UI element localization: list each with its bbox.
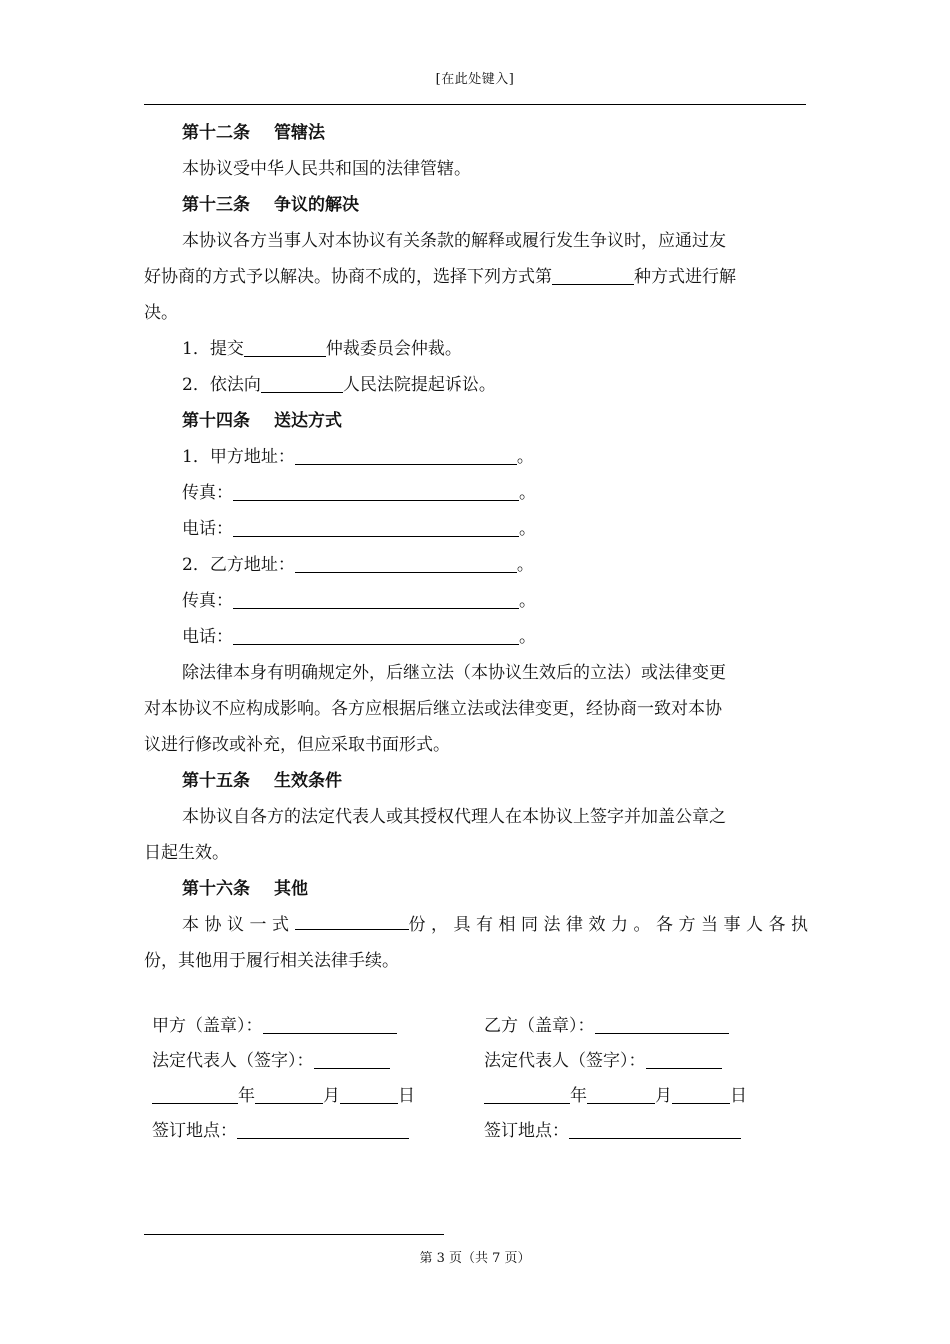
party-b-address-line	[144, 547, 806, 583]
month-label: 月	[655, 1086, 672, 1106]
party-b-month-blank[interactable]	[587, 1086, 655, 1104]
court-name-blank[interactable]	[261, 375, 343, 393]
party-a-month-blank[interactable]	[255, 1086, 323, 1104]
signature-block	[152, 1008, 792, 1148]
legislation-change-line-2: 对本协议不应构成影响。各方应根据后继立法或法律变更，经协商一致对本协	[144, 699, 722, 719]
place-row	[152, 1113, 792, 1148]
party-b-fax-line	[144, 583, 806, 619]
article-15-body-line-1: 本协议自各方的法定代表人或其授权代理人在本协议上签字并加盖公章之	[182, 807, 726, 827]
party-b-rep-blank[interactable]	[646, 1051, 722, 1069]
period: 。	[519, 483, 536, 503]
article-15-number: 第十五条	[182, 771, 250, 791]
party-a-day-blank[interactable]	[340, 1086, 398, 1104]
party-b-fax-blank[interactable]	[233, 591, 519, 609]
article-12-heading	[144, 115, 806, 151]
day-label: 日	[398, 1086, 415, 1106]
party-a-phone-line	[144, 511, 806, 547]
party-a-fax-label: 传真：	[182, 483, 233, 503]
party-b-phone-label: 电话：	[182, 627, 233, 647]
party-a-place-blank[interactable]	[237, 1121, 409, 1139]
article-12-number: 第十二条	[182, 123, 250, 143]
article-13-body-text: 好协商的方式予以解决。协商不成的，选择下列方式第	[144, 267, 552, 287]
party-a-seal-blank[interactable]	[263, 1016, 397, 1034]
party-a-address-blank[interactable]	[295, 447, 517, 465]
article-16-heading	[144, 871, 806, 907]
litigation-option	[144, 367, 806, 403]
article-13-number: 第十三条	[182, 195, 250, 215]
article-14-title: 送达方式	[274, 411, 342, 431]
article-14-heading	[144, 403, 806, 439]
arbitration-option	[144, 331, 806, 367]
article-12-title: 管辖法	[274, 123, 325, 143]
party-b-address-label: 2．乙方地址：	[182, 555, 295, 575]
article-15-heading	[144, 763, 806, 799]
arbitration-option-label: 1．提交	[182, 339, 244, 359]
article-15-body-line-2: 日起生效。	[144, 843, 229, 863]
party-b-phone-line	[144, 619, 806, 655]
article-13-title: 争议的解决	[274, 195, 359, 215]
article-14-number: 第十四条	[182, 411, 250, 431]
representative-row	[152, 1043, 792, 1078]
article-16-text-post: 份，具有相同法律效力。各方当事人各执	[408, 915, 814, 935]
party-a-seal-label: 甲方（盖章）：	[152, 1016, 263, 1036]
party-b-fax-label: 传真：	[182, 591, 233, 611]
litigation-option-text: 人民法院提起诉讼。	[342, 375, 496, 395]
seal-row	[152, 1008, 792, 1043]
party-b-place	[484, 1113, 741, 1149]
month-label: 月	[323, 1086, 340, 1106]
party-a-address-label: 1．甲方地址：	[182, 447, 295, 467]
party-a-address-line	[144, 439, 806, 475]
party-a-place	[152, 1113, 409, 1149]
party-a-rep-label: 法定代表人（签字）：	[152, 1051, 314, 1071]
party-b-day-blank[interactable]	[672, 1086, 730, 1104]
party-a-year-blank[interactable]	[152, 1086, 238, 1104]
party-b-place-label: 签订地点：	[484, 1121, 569, 1141]
article-13-body-line-3: 决。	[144, 303, 178, 323]
article-13-body-line-1: 本协议各方当事人对本协议有关条款的解释或履行发生争议时，应通过友	[182, 231, 726, 251]
party-b-phone-blank[interactable]	[233, 627, 519, 645]
arbitration-commission-blank[interactable]	[244, 339, 326, 357]
article-16-text-pre: 本协议一式	[182, 915, 295, 935]
party-b-year-blank[interactable]	[484, 1086, 570, 1104]
copies-count-blank[interactable]	[295, 912, 409, 930]
party-a-rep-blank[interactable]	[314, 1051, 390, 1069]
article-16-body-line-2: 份，其他用于履行相关法律手续。	[144, 951, 399, 971]
article-16-title: 其他	[274, 879, 308, 899]
arbitration-option-text: 仲裁委员会仲裁。	[325, 339, 462, 359]
article-13-heading	[144, 187, 806, 223]
period: 。	[519, 627, 536, 647]
party-b-place-blank[interactable]	[569, 1121, 741, 1139]
party-a-date	[152, 1078, 415, 1114]
document-body	[144, 115, 814, 979]
year-label: 年	[238, 1086, 255, 1106]
page-number: 第 3 页（共 7 页）	[419, 1251, 531, 1266]
party-a-phone-label: 电话：	[182, 519, 233, 539]
year-label: 年	[570, 1086, 587, 1106]
footer-divider	[144, 1234, 444, 1235]
party-a-place-label: 签订地点：	[152, 1121, 237, 1141]
article-13-body-text-cont: 种方式进行解	[634, 267, 736, 287]
party-a-phone-blank[interactable]	[233, 519, 519, 537]
party-b-seal	[484, 1008, 729, 1044]
party-a-seal	[152, 1008, 397, 1044]
litigation-option-label: 2．依法向	[182, 375, 261, 395]
article-15-title: 生效条件	[274, 771, 342, 791]
article-16-body-line-1	[144, 907, 814, 943]
party-b-representative	[484, 1043, 722, 1079]
date-row	[152, 1078, 792, 1113]
period: 。	[519, 519, 536, 539]
legislation-change-line-1: 除法律本身有明确规定外，后继立法（本协议生效后的立法）或法律变更	[182, 663, 726, 683]
party-a-fax-blank[interactable]	[233, 483, 519, 501]
legislation-change-line-3: 议进行修改或补充，但应采取书面形式。	[144, 735, 450, 755]
article-16-number: 第十六条	[182, 879, 250, 899]
header-divider	[144, 104, 806, 105]
party-b-date	[484, 1078, 747, 1114]
party-b-seal-blank[interactable]	[595, 1016, 729, 1034]
dispute-method-blank[interactable]	[552, 267, 634, 285]
party-b-address-blank[interactable]	[295, 555, 517, 573]
period: 。	[519, 591, 536, 611]
article-13-body-line-2	[144, 259, 806, 295]
party-b-seal-label: 乙方（盖章）：	[484, 1016, 595, 1036]
party-b-rep-label: 法定代表人（签字）：	[484, 1051, 646, 1071]
party-a-fax-line	[144, 475, 806, 511]
party-a-representative	[152, 1043, 390, 1079]
period: 。	[516, 447, 534, 467]
article-12-body: 本协议受中华人民共和国的法律管辖。	[182, 159, 471, 179]
period: 。	[516, 555, 534, 575]
page-header: [在此处键入]	[435, 72, 515, 87]
day-label: 日	[730, 1086, 747, 1106]
